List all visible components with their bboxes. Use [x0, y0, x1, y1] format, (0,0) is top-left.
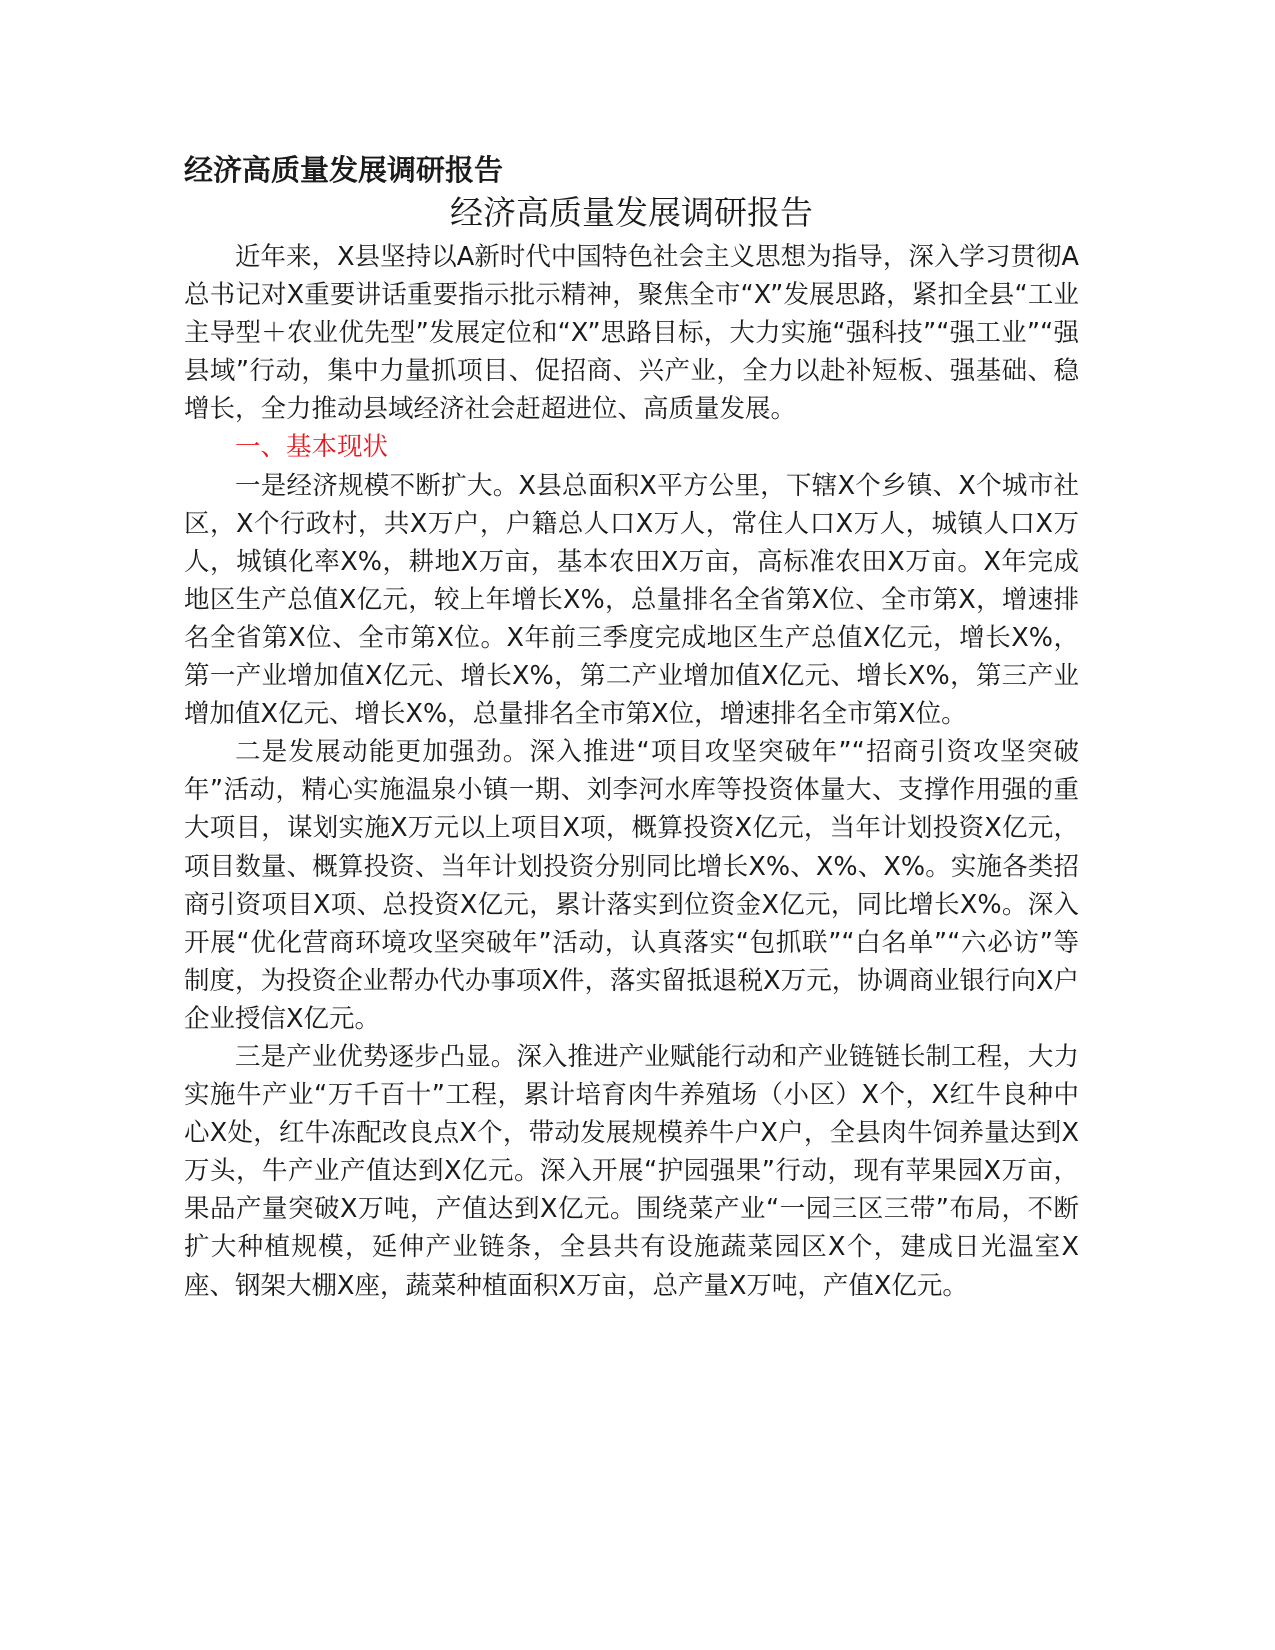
paragraph-economic-scale: 一是经济规模不断扩大。X县总面积X平方公里，下辖X个乡镇、X个城市社区，X个行政村，共X万户，户籍总人口X万人，常住人口X万人，城镇人口X万人，城镇化率X%，耕地X万亩，基本农田X万亩，高标准农田X万亩。X年完成地区生产总值X亿元，较上年增长X%，总量排名全省第X位、全市第X，增速排名全省第X位、全市第X位。X年前三季度完成地区生产总值X亿元，增长X%，第一产业增加值X亿元、增长X%，第二产业增加值X亿元、增长X%，第三产业增加值X亿元、增长X%，总量排名全市第X位，增速排名全市第X位。 [184, 470, 1079, 730]
document-header-title: 经济高质量发展调研报告 [184, 153, 504, 187]
intro-paragraph: 近年来，X县坚持以A新时代中国特色社会主义思想为指导，深入学习贯彻A总书记对X重要讲话重要指示批示精神，聚焦全市“X”发展思路，紧扣全县“工业主导型＋农业优先型”发展定位和“X”思路目标，大力实施“强科技”“强工业”“强县域”行动，集中力量抓项目、促招商、兴产业，全力以赴补短板、强基础、稳增长，全力推动县域经济社会赶超进位、高质量发展。 [184, 242, 1079, 425]
paragraph-development-momentum: 二是发展动能更加强劲。深入推进“项目攻坚突破年”“招商引资攻坚突破年”活动，精心实施温泉小镇一期、刘李河水库等投资体量大、支撑作用强的重大项目，谋划实施X万元以上项目X项，概算投资X亿元，当年计划投资X亿元，项目数量、概算投资、当年计划投资分别同比增长X%、X%、X%。实施各类招商引资项目X项、总投资X亿元，累计落实到位资金X亿元，同比增长X%。深入开展“优化营商环境攻坚突破年”活动，认真落实“包抓联”“白名单”“六必访”等制度，为投资企业帮办代办事项X件，落实留抵退税X万元，协调商业银行向X户企业授信X亿元。 [184, 737, 1079, 1034]
paragraph-industry-advantage: 三是产业优势逐步凸显。深入推进产业赋能行动和产业链链长制工程，大力实施牛产业“万千百十”工程，累计培育肉牛养殖场（小区）X个，X红牛良种中心X处，红牛冻配改良点X个，带动发展规模养牛户X户，全县肉牛饲养量达到X万头，牛产业产值达到X亿元。深入开展“护园强果”行动，现有苹果园X万亩，果品产量突破X万吨，产值达到X亿元。围绕菜产业“一园三区三带”布局，不断扩大种植规模，延伸产业链条，全县共有设施蔬菜园区X个，建成日光温室X座、钢架大棚X座，蔬菜种植面积X万亩，总产量X万吨，产值X亿元。 [184, 1041, 1079, 1301]
document-body [184, 238, 1079, 1305]
section-heading: 一、基本现状 [235, 432, 389, 463]
document-title: 经济高质量发展调研报告 [450, 193, 813, 232]
